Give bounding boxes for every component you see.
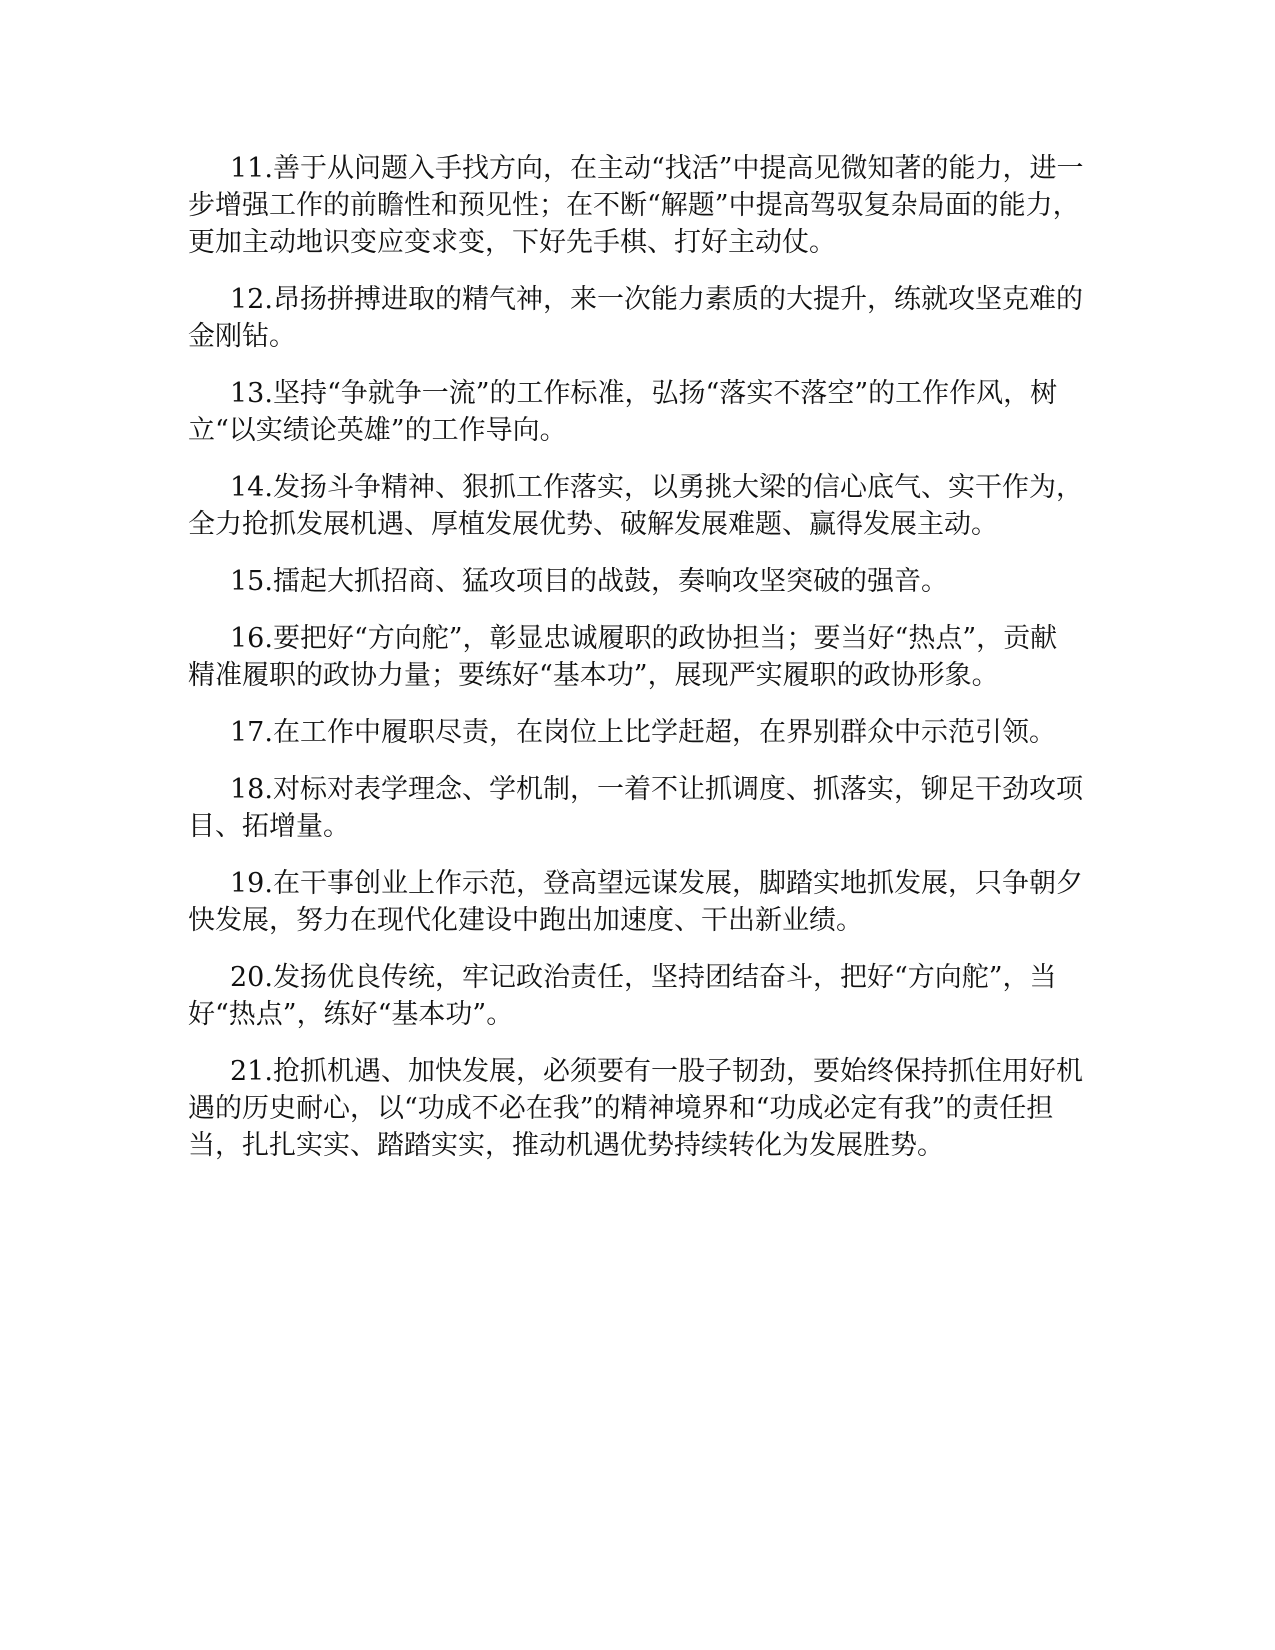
paragraph-11: 11.善于从问题入手找方向，在主动“找活”中提高见微知著的能力，进一步增强工作的前瞻性和预见性；在不断“解题”中提高驾驭复杂局面的能力，更加主动地识变应变求变，下好先手棋、打好主动仗。: [188, 153, 1084, 258]
paragraph-16: 16.要把好“方向舵”，彰显忠诚履职的政协担当；要当好“热点”，贡献精准履职的政协力量；要练好“基本功”，展现严实履职的政协形象。: [188, 623, 1058, 691]
paragraph-18: 18.对标对表学理念、学机制，一着不让抓调度、抓落实，铆足干劲攻项目、拓增量。: [188, 774, 1083, 842]
paragraph-19: 19.在干事创业上作示范，登高望远谋发展，脚踏实地抓发展，只争朝夕快发展，努力在现代化建设中跑出加速度、干出新业绩。: [188, 868, 1083, 936]
paragraph-17: 17.在工作中履职尽责，在岗位上比学赶超，在界别群众中示范引领。: [230, 717, 1056, 748]
document-body: [188, 150, 1084, 1184]
paragraph-12: 12.昂扬拼搏进取的精气神，来一次能力素质的大提升，练就攻坚克难的金刚钻。: [188, 284, 1083, 352]
paragraph-14: 14.发扬斗争精神、狠抓工作落实，以勇挑大梁的信心底气、实干作为，全力抢抓发展机遇、厚植发展优势、破解发展难题、赢得发展主动。: [188, 472, 1083, 540]
paragraph-21: 21.抢抓机遇、加快发展，必须要有一股子韧劲，要始终保持抓住用好机遇的历史耐心，以“功成不必在我”的精神境界和“功成必定有我”的责任担当，扎扎实实、踏踏实实，推动机遇优势持续转化为发展胜势。: [188, 1056, 1083, 1161]
paragraph-15: 15.擂起大抓招商、猛攻项目的战鼓，奏响攻坚突破的强音。: [230, 566, 948, 597]
paragraph-13: 13.坚持“争就争一流”的工作标准，弘扬“落实不落空”的工作作风，树立“以实绩论英雄”的工作导向。: [188, 378, 1058, 446]
paragraph-20: 20.发扬优良传统，牢记政治责任，坚持团结奋斗，把好“方向舵”，当好“热点”，练好“基本功”。: [188, 962, 1057, 1030]
